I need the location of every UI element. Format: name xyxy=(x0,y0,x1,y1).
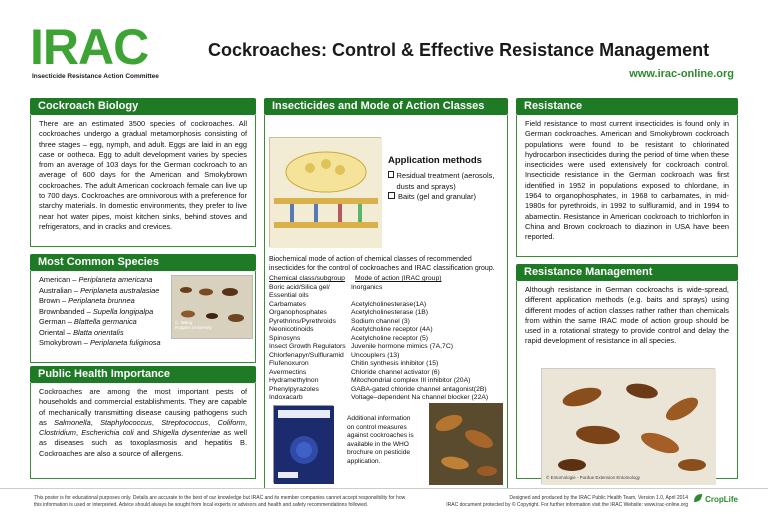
irac-logo[interactable] xyxy=(30,19,180,82)
species-item: Brown – Periplaneta brunnea xyxy=(39,296,135,305)
insecticides-title: Insecticides and Mode of Action Classes xyxy=(264,98,508,115)
method-residual: Residual treatment (aerosols, dusts and sprays) xyxy=(388,171,508,192)
moa-table xyxy=(269,275,488,403)
logo-text: IRAC xyxy=(30,19,149,75)
table-row: Flufenoxuron Chitin synthesis inhibitor (15) xyxy=(269,360,439,367)
cockroach-photo xyxy=(429,403,503,485)
resistance-title: Resistance xyxy=(516,98,738,115)
table-row: Hydramethylnon Mitochondrial complex III inhibitor (20A) xyxy=(269,377,471,384)
table-row: Organophosphates Acetylcholinesterase (1B) xyxy=(269,309,429,316)
page-title: Cockroaches: Control & Effective Resistance Management xyxy=(208,40,710,60)
health-title: Public Health Importance xyxy=(30,366,256,383)
biology-panel xyxy=(30,98,256,247)
footer-credits: Designed and produced by the IRAC Public Health Team, Version 1.0, April 2014 IRAC document protected by © Copyright. For further information visit the IRAC Website: www.irac-online.org xyxy=(446,495,688,508)
health-panel xyxy=(30,366,256,479)
footer xyxy=(0,488,768,532)
table-row: Pyrethrins/Pyrethroids Sodium channel (3) xyxy=(269,317,410,325)
website-link[interactable]: www.irac-online.org xyxy=(629,68,734,80)
species-item: Australian – Periplaneta australasiae xyxy=(39,285,160,295)
methods-title: Application methods xyxy=(388,155,482,166)
method-baits: Baits (gel and granular) xyxy=(388,192,508,203)
biology-title: Cockroach Biology xyxy=(30,98,256,115)
resistance-panel xyxy=(516,98,738,257)
methods-list xyxy=(388,171,508,203)
checkbox-icon xyxy=(388,171,394,178)
who-note: Additional information on control measures against cockroaches is available in the WHO brochure on pesticide application. xyxy=(347,415,414,465)
table-row: Chlorfenapyr/Sulfluramid Uncouplers (13) xyxy=(269,351,400,359)
species-item: Brownbanded – Supella longipalpa xyxy=(39,306,154,316)
insecticides-panel xyxy=(264,98,508,489)
table-row: Avermectins Chloride channel activator (6) xyxy=(269,368,440,376)
checkbox-icon xyxy=(388,192,395,199)
table-row: Neonicotinoids Acetylcholine receptor (4A) xyxy=(269,326,433,333)
croplife-logo[interactable]: CropLife xyxy=(693,493,738,504)
management-title: Resistance Management xyxy=(516,264,738,281)
table-row: Phenylpyrazoles GABA-gated chloride channel antagonist(2B) xyxy=(269,385,487,393)
species-photo xyxy=(171,275,253,339)
who-brochure-image xyxy=(273,405,333,483)
species-item: American – Periplaneta americana xyxy=(39,275,153,284)
photo-credit: C. Wang Rutgers University xyxy=(175,320,212,330)
logo-subtitle: Insecticide Resistance Action Committee xyxy=(32,73,159,80)
management-text: Although resistance in German cockroachs is wide-spread, different application methods (e.g. baits and sprays) using different modes of action classes rather rather than chemicals from within the same IRAC mode of action group should be used in a rotational strategy to provide control and delay the rapid development of resistance in all species. xyxy=(525,285,729,346)
moa-caption: Biochemical mode of action of chemical classes of recommended insecticides for the control of cockroaches and IRAC classification group. xyxy=(269,256,495,272)
species-item: German – Blattella germanica xyxy=(39,317,137,326)
table-row: Indoxacarb Voltage–dependent Na channel blocker (22A) xyxy=(269,394,489,401)
health-text: Cockroaches are among the most important pests of households and commercial establishments. They are capable of mechanically transmitting disease causing pathogens such as Salmonella, Staphylococcus, Streptococcus, Coliform, Clostridium, Escherichia coli and Shigella dysenteriae as well as diseases such as toxoplasmosis and hepatitis B. Cockroaches are also a source of allergens. xyxy=(39,387,248,458)
footer-disclaimer: This poster is for educational purposes only. Details are accurate to the best of our knowledge but IRAC and its member companies cannot accept responsibility for how this information is used or interpreted. Advice should always be sought from local experts or advisors and health and safety recommendations followed. xyxy=(34,495,406,508)
leaf-icon xyxy=(693,493,703,503)
table-header: Chemical class/subgroup Mode of action (IRAC group) xyxy=(269,275,442,282)
management-photo-credit: © Entomologie - Purdue Extension Entomology xyxy=(546,475,641,480)
mode-of-action-diagram xyxy=(269,137,381,247)
table-row: Insect Growth Regulators Juvenile hormone mimics (7A,7C) xyxy=(269,343,453,350)
biology-text: There are an estimated 3500 species of cockroaches. All cockroaches undergo a gradual metamorphosis consisting of three stages – egg, nymph, and adult. Eggs are laid in an egg case or ootheca. Egg to adult development varies by species from an average of 103 days for the German cockroach to an average of 600 days for the American and Smokybrown cockroaches. The adult American cockroach female can live up to 700 days. Cockroaches are omnivorous with a preference for starchy materials. In domestic environments, they prefer to live near hot water pipes, moist kitchen sinks, behind stoves and refrigerators, and in cracks and crevices. xyxy=(39,119,247,231)
species-item: Oriental – Blatta orientalis xyxy=(39,327,124,337)
species-title: Most Common Species xyxy=(30,254,256,271)
species-panel xyxy=(30,254,256,363)
cockroach-group-photo xyxy=(541,368,715,484)
management-panel xyxy=(516,264,738,479)
table-row: Carbamates Acetylcholinesterase(1A) xyxy=(269,300,427,308)
header xyxy=(0,0,768,92)
species-item: Smokybrown – Periplaneta fuliginosa xyxy=(39,338,161,347)
table-row: Boric acid/Silica gel/ Essential oils Inorganics xyxy=(269,283,383,299)
resistance-text: Field resistance to most current insecticides is found only in German cockroaches. American and Smokybrown cockroach populations were found to be resistant to chlorinated hydrocarbon insecticides during the period of time when these insecticides were used extensively for cockroach control. Insecticide resistance in the German cockroach was first identified in 1952 in populations exposed to chlordane, in 1964 to organophosphates, in 1968 to carbamates, in mid-1980s for pyrethroids, in 1992 to sulfluramid, and in 1994 to abamectin. Resistance in American cockroach to trichlorfon in China and Brown cockroach to diazinon in USA have been reported. xyxy=(525,119,729,242)
table-row: Spinosyns Acetylcholine receptor (5) xyxy=(269,334,429,342)
